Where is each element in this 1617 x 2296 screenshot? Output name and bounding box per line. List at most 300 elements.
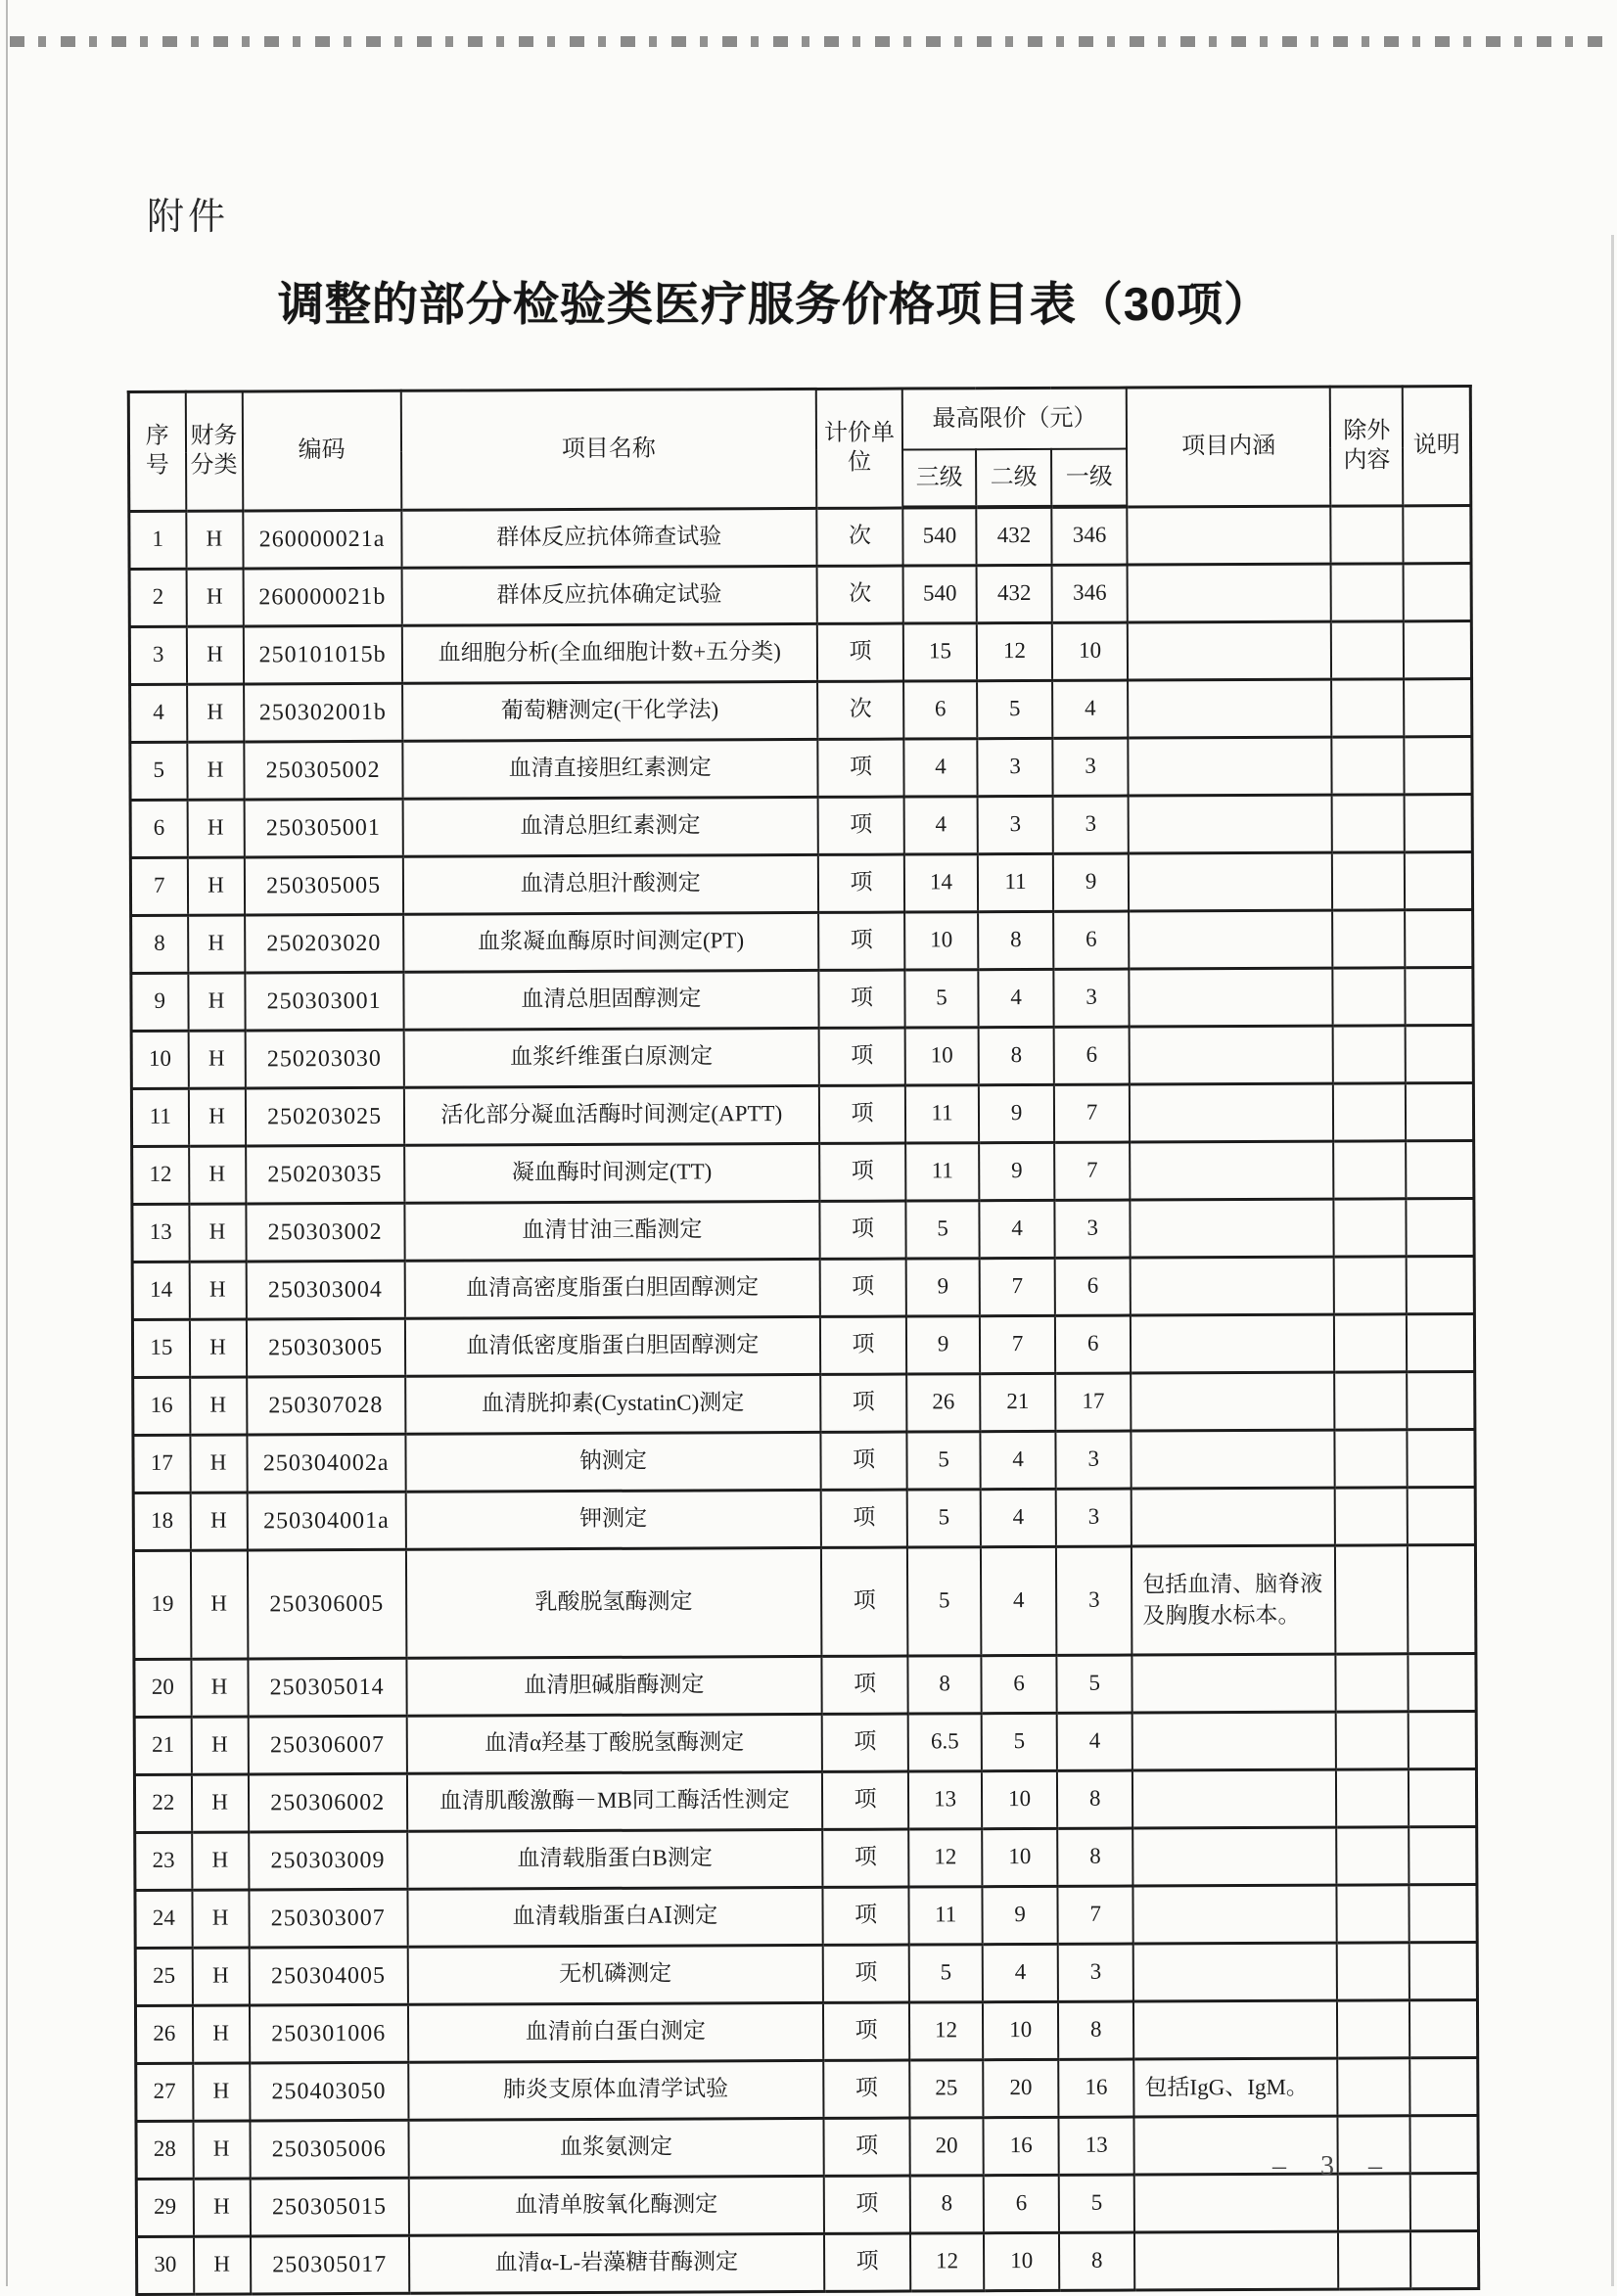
- table-row: [131, 967, 1473, 1031]
- cell-fin-class: H: [190, 1492, 247, 1549]
- cell-fin-class: H: [192, 1831, 249, 1889]
- cell-code: 250305017: [251, 2235, 409, 2294]
- cell-price-tier1: 6: [1054, 1027, 1130, 1084]
- table-row: [129, 620, 1471, 684]
- cell-unit: 项: [821, 1547, 908, 1656]
- cell-fin-class: H: [187, 799, 244, 856]
- cell-code: 250304005: [249, 1947, 407, 2005]
- cell-excluded: [1336, 1711, 1409, 1768]
- cell-price-tier3: 5: [904, 969, 978, 1027]
- cell-fin-class: H: [193, 2178, 250, 2235]
- cell-price-tier3: 540: [903, 565, 977, 622]
- cell-price-tier1: 5: [1057, 1655, 1132, 1713]
- cell-price-tier3: 20: [909, 2117, 983, 2175]
- table-body: [129, 505, 1479, 2294]
- table-row: [136, 2230, 1478, 2294]
- cell-excluded: [1334, 1256, 1407, 1313]
- cell-fin-class: H: [190, 1434, 247, 1492]
- cell-code: 250306002: [248, 1773, 406, 1832]
- cell-price-tier3: 13: [908, 1770, 982, 1828]
- cell-content: [1132, 1827, 1336, 1886]
- table-row: [134, 1768, 1476, 1832]
- table-row: [132, 1256, 1474, 1319]
- cell-note: [1407, 1198, 1474, 1256]
- cell-price-tier1: 6: [1053, 911, 1129, 969]
- cell-unit: 项: [823, 1945, 909, 2002]
- cell-note: [1404, 678, 1471, 736]
- cell-price-tier3: 9: [906, 1258, 980, 1315]
- cell-price-tier1: 8: [1058, 2001, 1133, 2059]
- cell-code: 250305014: [248, 1658, 406, 1717]
- cell-content: [1130, 1026, 1333, 1084]
- cell-fin-class: H: [190, 1376, 247, 1434]
- cell-excluded: [1332, 909, 1405, 967]
- cell-price-tier2: 9: [979, 1084, 1054, 1142]
- cell-item-name: 血清总胆汁酸测定: [403, 854, 819, 914]
- cell-note: [1404, 620, 1471, 678]
- cell-unit: 次: [816, 508, 902, 566]
- cell-unit: 项: [823, 2118, 909, 2176]
- cell-price-tier3: 12: [909, 2001, 983, 2059]
- cell-excluded: [1338, 2230, 1410, 2288]
- cell-code: 250203035: [246, 1145, 404, 1204]
- cell-price-tier2: 7: [980, 1315, 1055, 1373]
- cell-code: 250303002: [246, 1203, 404, 1262]
- table-row: [135, 1999, 1477, 2063]
- cell-seq: 3: [129, 626, 186, 684]
- cell-price-tier1: 346: [1052, 565, 1128, 622]
- cell-unit: 项: [818, 854, 904, 912]
- table-row: [135, 1826, 1477, 1890]
- cell-item-name: 活化部分凝血活酶时间测定(APTT): [404, 1085, 820, 1145]
- cell-unit: 项: [818, 797, 904, 854]
- cell-price-tier3: 540: [902, 507, 976, 565]
- cell-excluded: [1332, 736, 1405, 794]
- cell-price-tier1: 8: [1057, 1770, 1132, 1828]
- cell-note: [1409, 1768, 1476, 1826]
- cell-excluded: [1331, 620, 1404, 678]
- col-header-tier1: 一级: [1051, 449, 1127, 507]
- cell-price-tier2: 4: [980, 1431, 1055, 1489]
- cell-item-name: 乳酸脱氢酶测定: [406, 1547, 822, 1658]
- cell-note: [1406, 1082, 1473, 1140]
- col-header-content: 项目内涵: [1127, 387, 1331, 506]
- cell-item-name: 血清肌酸激酶－MB同工酶活性测定: [407, 1771, 823, 1831]
- cell-item-name: 血清载脂蛋白AⅠ测定: [407, 1887, 823, 1947]
- cell-seq: 11: [131, 1088, 188, 1146]
- table-row: [129, 505, 1471, 569]
- cell-seq: 21: [134, 1717, 191, 1774]
- cell-fin-class: H: [192, 2004, 249, 2062]
- cell-content: [1131, 1199, 1334, 1258]
- cell-item-name: 血浆纤维蛋白原测定: [403, 1028, 819, 1087]
- table-header: [128, 387, 1471, 511]
- cell-price-tier1: 8: [1057, 1828, 1132, 1886]
- cell-content: [1133, 2000, 1337, 2059]
- cell-excluded: [1335, 1544, 1409, 1653]
- cell-content: [1129, 910, 1332, 969]
- cell-note: [1410, 2173, 1478, 2230]
- cell-code: 260000021b: [243, 568, 401, 626]
- cell-item-name: 钠测定: [405, 1432, 821, 1492]
- table-row: [133, 1487, 1475, 1550]
- cell-unit: 项: [821, 1656, 907, 1714]
- attachment-label: 附件: [147, 197, 230, 238]
- cell-price-tier1: 3: [1056, 1489, 1132, 1546]
- cell-unit: 项: [822, 1771, 908, 1829]
- col-header-tier3: 三级: [902, 449, 976, 507]
- cell-price-tier2: 11: [978, 853, 1053, 911]
- col-header-note: 说明: [1403, 387, 1471, 506]
- cell-excluded: [1331, 505, 1404, 563]
- cell-excluded: [1334, 1371, 1407, 1429]
- cell-price-tier1: 10: [1052, 622, 1128, 680]
- cell-fin-class: H: [189, 1318, 246, 1376]
- cell-content: [1134, 2231, 1338, 2290]
- cell-item-name: 血清α羟基丁酸脱氢酶测定: [406, 1714, 822, 1773]
- cell-code: 250303004: [246, 1261, 404, 1319]
- cell-note: [1409, 1653, 1476, 1711]
- col-header-seq: 序号: [128, 391, 186, 511]
- cell-note: [1404, 505, 1471, 563]
- cell-unit: 项: [819, 1143, 905, 1201]
- cell-code: 250303007: [249, 1889, 407, 1948]
- cell-excluded: [1333, 1140, 1406, 1198]
- cell-item-name: 血浆凝血酶原时间测定(PT): [403, 912, 819, 972]
- cell-content: [1132, 1430, 1335, 1489]
- cell-content: [1132, 1488, 1335, 1546]
- cell-seq: 23: [135, 1832, 192, 1890]
- cell-note: [1408, 1371, 1475, 1429]
- cell-code: 250305001: [244, 799, 402, 857]
- cell-price-tier2: 4: [981, 1546, 1057, 1655]
- cell-code: 250203025: [245, 1087, 403, 1146]
- cell-price-tier3: 6: [903, 680, 977, 738]
- table-row: [130, 794, 1472, 857]
- cell-fin-class: H: [188, 1087, 245, 1145]
- table-row: [129, 563, 1471, 626]
- table-row: [130, 851, 1472, 915]
- col-header-code: 编码: [242, 390, 401, 510]
- table-row: [130, 736, 1472, 800]
- cell-price-tier2: 432: [977, 565, 1052, 622]
- scan-artifact-right-edge: [1611, 235, 1614, 2286]
- cell-excluded: [1331, 563, 1404, 620]
- col-header-tier2: 二级: [976, 449, 1051, 507]
- cell-content: [1129, 737, 1332, 796]
- cell-item-name: 钾测定: [405, 1490, 821, 1549]
- cell-seq: 9: [131, 973, 188, 1031]
- cell-price-tier2: 8: [978, 911, 1053, 969]
- price-table: [127, 385, 1480, 2295]
- cell-price-tier2: 10: [983, 2001, 1058, 2059]
- cell-price-tier1: 6: [1055, 1315, 1131, 1373]
- cell-price-tier1: 3: [1053, 796, 1129, 853]
- cell-content: [1129, 795, 1332, 853]
- cell-seq: 25: [135, 1948, 192, 2005]
- cell-price-tier3: 14: [904, 853, 978, 911]
- cell-content: [1130, 1141, 1333, 1200]
- cell-unit: 项: [819, 1201, 905, 1259]
- cell-excluded: [1337, 1884, 1409, 1942]
- cell-item-name: 凝血酶时间测定(TT): [404, 1143, 820, 1203]
- cell-seq: 12: [132, 1146, 189, 1204]
- cell-price-tier3: 26: [906, 1373, 980, 1431]
- cell-item-name: 血清单胺氧化酶测定: [408, 2176, 824, 2235]
- cell-seq: 7: [130, 857, 187, 915]
- cell-code: 250303009: [249, 1831, 407, 1890]
- scan-artifact-left-edge: [6, 0, 8, 2286]
- cell-item-name: 葡萄糖测定(干化学法): [402, 681, 818, 741]
- cell-code: 250302001b: [244, 683, 402, 742]
- cell-unit: 项: [818, 912, 904, 970]
- cell-price-tier2: 432: [976, 507, 1051, 565]
- cell-item-name: 血清胆碱脂酶测定: [406, 1656, 822, 1716]
- cell-code: 250306005: [247, 1549, 406, 1659]
- cell-price-tier2: 4: [983, 1944, 1058, 2001]
- cell-price-tier2: 21: [980, 1373, 1055, 1431]
- cell-price-tier1: 7: [1054, 1084, 1130, 1142]
- cell-unit: 项: [823, 2060, 909, 2118]
- cell-price-tier2: 10: [984, 2232, 1059, 2290]
- cell-content: [1128, 621, 1331, 680]
- cell-seq: 4: [130, 684, 187, 742]
- cell-unit: 项: [817, 739, 903, 797]
- table-row: [133, 1544, 1475, 1659]
- cell-price-tier1: 3: [1056, 1546, 1132, 1655]
- cell-code: 250303001: [245, 972, 403, 1031]
- cell-fin-class: H: [188, 914, 245, 972]
- cell-price-tier2: 4: [981, 1489, 1056, 1546]
- cell-price-tier3: 5: [909, 1944, 983, 2001]
- table-row: [131, 1082, 1473, 1146]
- cell-fin-class: H: [186, 625, 243, 683]
- table-row: [132, 1198, 1474, 1262]
- cell-fin-class: H: [186, 510, 243, 568]
- cell-price-tier3: 12: [908, 1828, 982, 1886]
- cell-fin-class: H: [193, 2120, 250, 2178]
- cell-item-name: 血清前白蛋白测定: [408, 2002, 824, 2062]
- cell-note: [1406, 1140, 1473, 1198]
- table-row: [132, 1313, 1474, 1377]
- cell-excluded: [1335, 1429, 1408, 1487]
- cell-fin-class: H: [189, 1203, 246, 1261]
- cell-code: 250305006: [250, 2120, 408, 2179]
- cell-code: 250304001a: [247, 1492, 405, 1550]
- cell-price-tier3: 6.5: [908, 1713, 982, 1770]
- cell-price-tier1: 5: [1059, 2175, 1134, 2232]
- cell-fin-class: H: [192, 1889, 249, 1947]
- cell-item-name: 群体反应抗体筛查试验: [401, 508, 817, 568]
- cell-seq: 17: [133, 1435, 190, 1492]
- table-row: [133, 1429, 1475, 1492]
- cell-fin-class: H: [187, 856, 244, 914]
- cell-content: 包括血清、脑脊液及胸腹水标本。: [1132, 1545, 1336, 1655]
- cell-item-name: 血清总胆固醇测定: [403, 970, 819, 1030]
- cell-code: 250305005: [244, 856, 402, 915]
- cell-code: 250403050: [250, 2062, 408, 2121]
- cell-item-name: 无机磷测定: [407, 1945, 823, 2004]
- cell-note: [1408, 1544, 1476, 1653]
- cell-item-name: 血清载脂蛋白B测定: [407, 1829, 823, 1889]
- cell-unit: 项: [820, 1316, 906, 1374]
- cell-note: [1405, 909, 1472, 967]
- cell-price-tier2: 20: [983, 2059, 1058, 2117]
- cell-code: 250101015b: [243, 625, 401, 684]
- cell-seq: 5: [130, 742, 187, 800]
- cell-note: [1410, 2115, 1478, 2173]
- table-row: [132, 1140, 1474, 1204]
- cell-item-name: 血浆氨测定: [408, 2118, 824, 2178]
- cell-price-tier3: 10: [904, 911, 978, 969]
- cell-code: 250203020: [245, 914, 403, 973]
- cell-seq: 20: [134, 1659, 191, 1717]
- scan-artifact-top: [10, 36, 1609, 47]
- cell-content: [1133, 1943, 1337, 2001]
- cell-item-name: 血清α-L-岩藻糖苷酶测定: [409, 2233, 825, 2293]
- cell-content: [1128, 679, 1331, 738]
- cell-price-tier3: 4: [904, 796, 978, 853]
- cell-price-tier2: 4: [979, 1200, 1054, 1258]
- cell-excluded: [1338, 2057, 1410, 2115]
- cell-fin-class: H: [186, 568, 243, 625]
- cell-code: 250305002: [244, 741, 402, 800]
- cell-excluded: [1333, 967, 1406, 1025]
- cell-seq: 6: [130, 800, 187, 857]
- cell-price-tier2: 9: [983, 1886, 1058, 1944]
- cell-price-tier1: 4: [1057, 1713, 1132, 1770]
- cell-unit: 项: [819, 1085, 905, 1143]
- cell-item-name: 血清总胆红素测定: [402, 797, 818, 856]
- table-row: [134, 1711, 1476, 1774]
- cell-note: [1406, 967, 1473, 1025]
- cell-note: [1406, 1025, 1473, 1082]
- cell-excluded: [1336, 1653, 1409, 1711]
- cell-price-tier1: 6: [1055, 1258, 1131, 1315]
- cell-content: 包括IgG、IgM。: [1133, 2058, 1337, 2117]
- cell-unit: 项: [820, 1259, 906, 1316]
- cell-price-tier2: 3: [978, 796, 1053, 853]
- cell-price-tier3: 9: [906, 1315, 980, 1373]
- cell-item-name: 血清高密度脂蛋白胆固醇测定: [404, 1259, 820, 1318]
- cell-content: [1127, 506, 1330, 565]
- cell-price-tier2: 16: [984, 2117, 1059, 2175]
- cell-unit: 项: [818, 970, 904, 1028]
- cell-price-tier3: 10: [905, 1027, 979, 1084]
- cell-note: [1405, 736, 1472, 794]
- col-header-name: 项目名称: [400, 389, 816, 509]
- cell-price-tier3: 8: [910, 2175, 984, 2232]
- cell-fin-class: H: [193, 2062, 250, 2120]
- cell-code: 250301006: [250, 2004, 408, 2063]
- cell-code: 250306007: [248, 1716, 406, 1774]
- cell-note: [1407, 1313, 1474, 1371]
- cell-excluded: [1334, 1313, 1407, 1371]
- cell-price-tier1: 3: [1053, 969, 1129, 1027]
- cell-note: [1409, 1826, 1477, 1884]
- table-row: [130, 678, 1472, 742]
- cell-price-tier1: 13: [1059, 2117, 1134, 2175]
- cell-price-tier3: 5: [905, 1200, 979, 1258]
- cell-seq: 13: [132, 1204, 189, 1262]
- cell-content: [1130, 968, 1333, 1027]
- cell-price-tier3: 5: [907, 1546, 982, 1655]
- cell-excluded: [1333, 1025, 1406, 1082]
- cell-price-tier3: 15: [903, 622, 977, 680]
- cell-seq: 29: [136, 2179, 193, 2236]
- cell-seq: 19: [133, 1550, 191, 1659]
- cell-price-tier1: 3: [1058, 1944, 1133, 2001]
- cell-unit: 项: [822, 1714, 908, 1771]
- table-row: [136, 2057, 1478, 2121]
- cell-content: [1131, 1314, 1334, 1373]
- cell-fin-class: H: [191, 1658, 248, 1716]
- cell-price-tier1: 3: [1056, 1431, 1132, 1489]
- col-header-fin-class: 财务分类: [185, 391, 243, 511]
- cell-fin-class: H: [191, 1716, 248, 1773]
- col-header-unit: 计价单位: [816, 389, 903, 508]
- cell-fin-class: H: [194, 2235, 251, 2293]
- page-number: – 3 –: [1272, 2151, 1388, 2181]
- cell-seq: 26: [135, 2005, 192, 2063]
- cell-excluded: [1337, 1999, 1409, 2057]
- cell-note: [1409, 1711, 1476, 1768]
- cell-price-tier1: 9: [1053, 853, 1129, 911]
- cell-content: [1132, 1712, 1336, 1770]
- table-row: [135, 1942, 1477, 2005]
- cell-unit: 项: [824, 2176, 910, 2233]
- cell-note: [1408, 1429, 1475, 1487]
- table-row: [134, 1653, 1476, 1717]
- cell-unit: 项: [822, 1887, 908, 1945]
- cell-content: [1131, 1372, 1334, 1431]
- cell-unit: 项: [817, 623, 903, 681]
- cell-seq: 30: [136, 2236, 193, 2294]
- cell-note: [1409, 1884, 1477, 1942]
- cell-unit: 项: [821, 1490, 907, 1547]
- cell-price-tier3: 11: [905, 1142, 979, 1200]
- cell-excluded: [1332, 794, 1405, 851]
- cell-seq: 15: [132, 1319, 189, 1377]
- table-row: [131, 1025, 1473, 1088]
- cell-code: 250307028: [247, 1376, 405, 1435]
- cell-unit: 项: [820, 1432, 906, 1490]
- cell-fin-class: H: [191, 1773, 248, 1831]
- cell-note: [1409, 1942, 1477, 1999]
- cell-excluded: [1337, 1942, 1409, 1999]
- cell-seq: 18: [133, 1492, 190, 1550]
- cell-price-tier1: 3: [1055, 1200, 1131, 1258]
- cell-seq: 1: [129, 511, 186, 569]
- cell-content: [1128, 564, 1331, 622]
- cell-fin-class: H: [187, 683, 244, 741]
- cell-seq: 28: [136, 2121, 193, 2179]
- cell-excluded: [1337, 1826, 1409, 1884]
- table-row: [131, 909, 1473, 973]
- page-title: 调整的部分检验类医疗服务价格项目表（30项）: [277, 278, 1271, 330]
- cell-price-tier2: 6: [981, 1655, 1056, 1713]
- cell-price-tier2: 5: [977, 680, 1052, 738]
- cell-unit: 次: [817, 681, 903, 739]
- cell-fin-class: H: [192, 1947, 249, 2004]
- cell-fin-class: H: [190, 1549, 248, 1658]
- cell-item-name: 血清直接胆红素测定: [402, 739, 818, 799]
- cell-note: [1410, 2057, 1478, 2115]
- cell-price-tier1: 4: [1052, 680, 1128, 738]
- cell-seq: 22: [134, 1774, 191, 1832]
- cell-price-tier2: 3: [977, 738, 1052, 796]
- cell-content: [1129, 852, 1332, 911]
